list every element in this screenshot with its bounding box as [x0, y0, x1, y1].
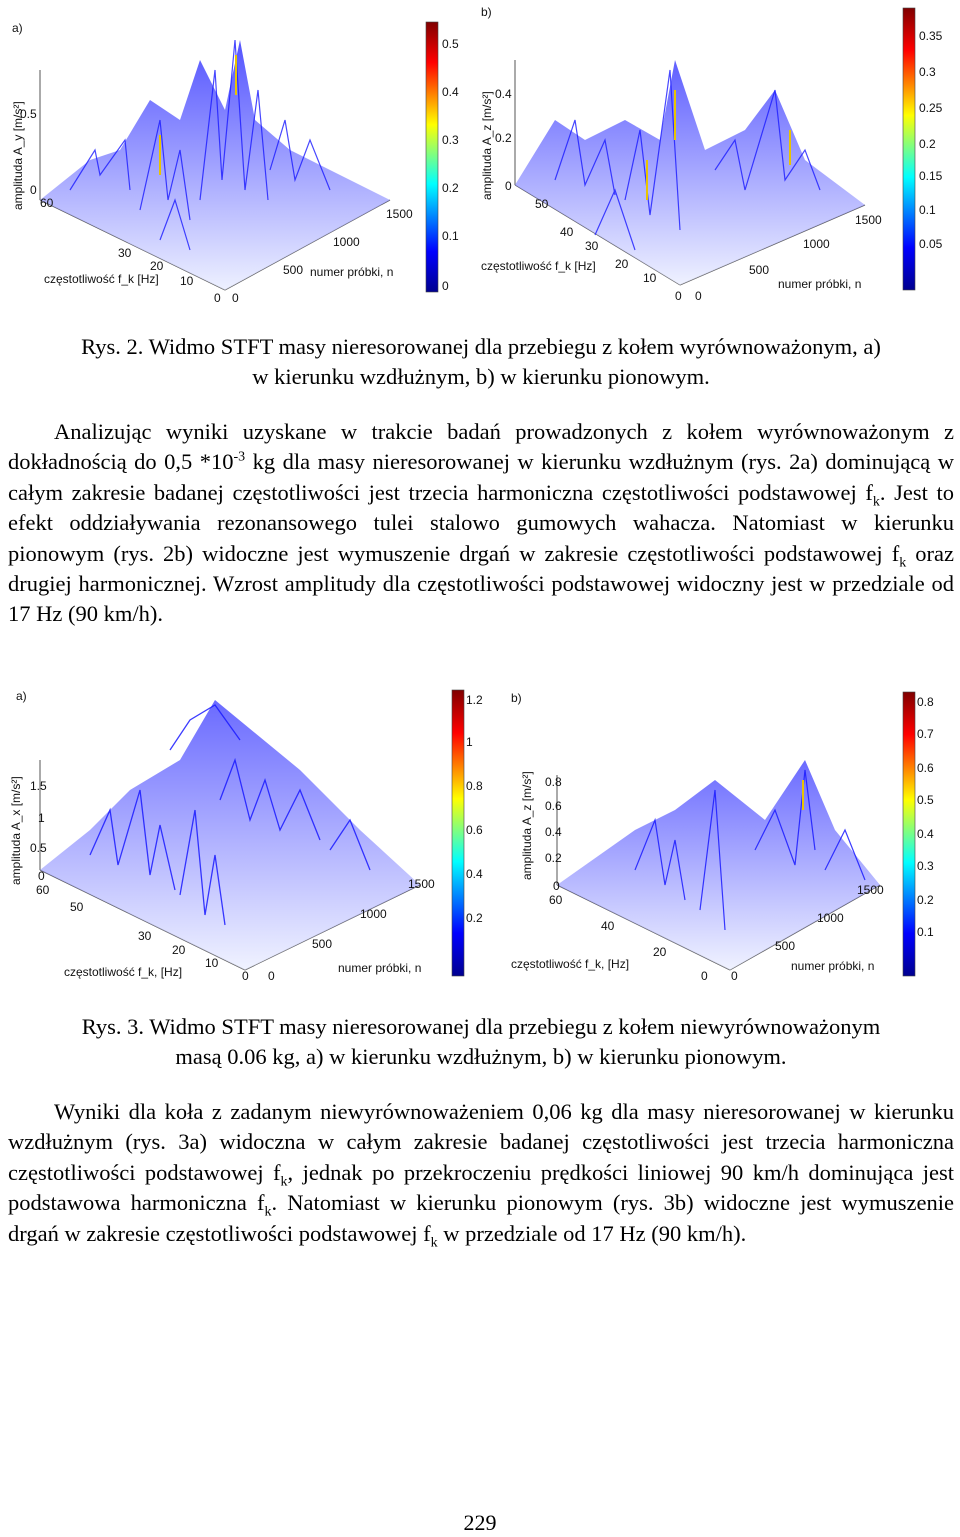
colorbar-tick: 0.3	[919, 65, 936, 79]
caption-line: Rys. 2. Widmo STFT masy nieresorowanej dla przebiegu z kołem wyrównoważonym, a)	[81, 334, 881, 359]
page-number: 229	[463, 1510, 497, 1535]
freq-tick: 60	[549, 893, 563, 907]
figure-2	[0, 0, 960, 315]
panel-label: b)	[481, 5, 492, 19]
freq-tick: 20	[150, 259, 164, 273]
sample-axis-label: numer próbki, n	[778, 277, 862, 291]
freq-tick: 0	[675, 289, 682, 303]
colorbar-tick: 1.2	[466, 693, 483, 707]
z-tick: 0.4	[545, 825, 562, 839]
colorbar-tick: 0.4	[917, 827, 934, 841]
freq-tick: 0	[701, 969, 708, 983]
surface	[515, 60, 865, 285]
colorbar-tick: 0.25	[919, 101, 943, 115]
spectrogram-3d-3a	[0, 680, 500, 990]
freq-tick: 10	[205, 956, 219, 970]
spectrogram-3d-2b	[475, 0, 955, 315]
freq-tick: 30	[585, 239, 599, 253]
colorbar-tick: 0.05	[919, 237, 943, 251]
z-tick: 0	[505, 179, 512, 193]
subscript: k	[430, 1235, 438, 1251]
subscript: k	[280, 1174, 288, 1190]
superscript: -3	[233, 449, 246, 465]
colorbar-tick: 0.4	[442, 85, 459, 99]
colorbar-tick: 0	[442, 279, 449, 293]
paragraph-2	[8, 1097, 954, 1249]
sample-tick: 0	[731, 969, 738, 983]
freq-tick: 20	[615, 257, 629, 271]
colorbar-tick: 0.8	[917, 695, 934, 709]
sample-tick: 1000	[817, 911, 844, 925]
text-run: oraz drugiej harmonicznej. Wzrost amplitudy dla częstotliwości podstawowej widoczny jest w przedziale od 17 Hz (90 km/h).	[8, 540, 954, 627]
figure-3b-plot	[505, 680, 955, 990]
figure-3-caption	[8, 1012, 954, 1072]
figure-2a-plot	[0, 0, 470, 315]
colorbar-tick: 0.35	[919, 29, 943, 43]
sample-tick: 0	[695, 289, 702, 303]
freq-axis-label: częstotliwość f_k, [Hz]	[511, 957, 630, 971]
z-axis-label: amplituda A_z [m/s²]	[520, 771, 534, 880]
text-run: w przedziale od 17 Hz (90 km/h).	[437, 1220, 747, 1246]
spectrogram-3d-3b	[505, 680, 955, 990]
panel-label: b)	[511, 691, 522, 705]
sample-tick: 1000	[333, 235, 360, 249]
sample-tick: 500	[312, 937, 333, 951]
sample-tick: 1500	[408, 877, 435, 891]
text-run: Wyniki dla koła z zadanym niewyrównoważeniem 0,06 kg dla masy nieresorowanej w kierunku wzdłużnym (rys. 3a) widoczna w całym zakresie badanej częstotliwości jest trzecia harmoniczna częstotliwości podstawowej f	[8, 1099, 954, 1185]
surface	[40, 700, 420, 970]
freq-axis-label: częstotliwość f_k [Hz]	[481, 259, 596, 273]
z-axis-label: amplituda A_x [m/s²]	[9, 776, 23, 885]
freq-tick: 0	[242, 969, 249, 983]
text-run: kg dla masy nieresorowanej w kierunku wzdłużnym (rys. 2a) dominującą w całym zakresie badanej częstotliwości jest trzecia harmoniczna częstotliwości podstawowej f	[8, 449, 954, 505]
z-tick: 0.2	[545, 851, 562, 865]
freq-tick: 40	[601, 919, 615, 933]
colorbar-tick: 0.3	[442, 133, 459, 147]
colorbar-tick: 0.6	[917, 761, 934, 775]
z-tick: 1.5	[30, 779, 47, 793]
colorbar-tick: 0.8	[466, 779, 483, 793]
freq-tick: 50	[535, 197, 549, 211]
sample-tick: 1000	[360, 907, 387, 921]
freq-tick: 20	[172, 943, 186, 957]
figure-2-caption	[8, 332, 954, 392]
sample-tick: 1500	[855, 213, 882, 227]
colorbar-tick: 0.3	[917, 859, 934, 873]
text-run: Analizując wyniki uzyskane w trakcie badań prowadzonych z kołem wyrównoważonym z dokładnością do 0,5 *10	[8, 419, 954, 475]
sample-axis-label: numer próbki, n	[338, 961, 422, 975]
subscript: k	[872, 494, 880, 510]
z-tick: 0.4	[495, 87, 512, 101]
sample-tick: 0	[268, 969, 275, 983]
colorbar-tick: 0.5	[917, 793, 934, 807]
figure-3	[0, 680, 960, 990]
caption-line: Rys. 3. Widmo STFT masy nieresorowanej dla przebiegu z kołem niewyrównoważonym	[81, 1014, 881, 1039]
freq-tick: 0	[214, 291, 221, 305]
paragraph-1	[8, 417, 954, 630]
z-tick: 0.2	[495, 131, 512, 145]
colorbar-tick: 0.15	[919, 169, 943, 183]
colorbar	[452, 690, 464, 976]
figure-2b-plot	[475, 0, 955, 315]
sample-axis-label: numer próbki, n	[791, 959, 875, 973]
colorbar-tick: 0.1	[917, 925, 934, 939]
z-tick: 0.5	[30, 841, 47, 855]
z-tick: 0	[553, 879, 560, 893]
sample-tick: 500	[775, 939, 796, 953]
text-run: . Natomiast w kierunku pionowym (rys. 3b) widoczne jest wymuszenie drgań w zakresie częstotliwości podstawowej f	[8, 1190, 954, 1246]
caption-line: masą 0.06 kg, a) w kierunku wzdłużnym, b) w kierunku pionowym.	[175, 1044, 787, 1069]
subscript: k	[899, 555, 907, 571]
text-run: . Jest to efekt oddziaływania rezonansowego tulei stalowo gumowych wahacza. Natomiast w kierunku pionowym (rys. 2b) widoczne jest wymuszenie drgań w zakresie częstotliwości podstawowej f	[8, 479, 954, 566]
z-tick: 0.5	[20, 107, 37, 121]
freq-tick: 20	[653, 945, 667, 959]
sample-axis-label: numer próbki, n	[310, 265, 394, 279]
spectrogram-3d-2a	[0, 0, 470, 315]
sample-tick: 500	[749, 263, 770, 277]
sample-tick: 1000	[803, 237, 830, 251]
subscript: k	[264, 1204, 272, 1220]
colorbar-tick: 0.2	[442, 181, 459, 195]
z-axis-label: amplituda A_z [m/s²]	[480, 91, 494, 200]
caption-line: w kierunku wzdłużnym, b) w kierunku pionowym.	[252, 364, 710, 389]
freq-tick: 40	[560, 225, 574, 239]
freq-tick: 30	[138, 929, 152, 943]
freq-tick: 10	[180, 274, 194, 288]
sample-tick: 1500	[857, 883, 884, 897]
colorbar-tick: 0.2	[466, 911, 483, 925]
z-tick: 1	[38, 811, 45, 825]
sample-tick: 0	[232, 291, 239, 305]
colorbar	[903, 8, 915, 290]
sample-tick: 500	[283, 263, 304, 277]
freq-tick: 30	[118, 246, 132, 260]
colorbar-tick: 0.1	[442, 229, 459, 243]
freq-axis-label: częstotliwość f_k, [Hz]	[64, 965, 183, 979]
surface	[557, 760, 880, 970]
z-tick: 0	[38, 869, 45, 883]
colorbar	[903, 692, 915, 976]
z-axis-label: amplituda A_y [m/s²]	[11, 101, 25, 210]
colorbar-tick: 0.5	[442, 37, 459, 51]
z-tick: 0.8	[545, 775, 562, 789]
colorbar	[426, 22, 438, 292]
panel-label: a)	[12, 21, 23, 35]
freq-axis-label: częstotliwość f_k [Hz]	[44, 272, 159, 286]
z-tick: 0.6	[545, 799, 562, 813]
colorbar-tick: 0.1	[919, 203, 936, 217]
z-tick: 0	[30, 183, 37, 197]
colorbar-tick: 1	[466, 735, 473, 749]
colorbar-tick: 0.6	[466, 823, 483, 837]
freq-tick: 50	[70, 900, 84, 914]
colorbar-tick: 0.4	[466, 867, 483, 881]
panel-label: a)	[16, 689, 27, 703]
freq-tick: 10	[643, 271, 657, 285]
text-run: , jednak po przekroczeniu prędkości liniowej 90 km/h dominująca jest podstawowa harmoniczna f	[8, 1159, 954, 1216]
colorbar-tick: 0.7	[917, 727, 934, 741]
freq-tick: 60	[40, 196, 54, 210]
sample-tick: 1500	[386, 207, 413, 221]
colorbar-tick: 0.2	[919, 137, 936, 151]
figure-3a-plot	[0, 680, 500, 990]
colorbar-tick: 0.2	[917, 893, 934, 907]
freq-tick: 60	[36, 883, 50, 897]
